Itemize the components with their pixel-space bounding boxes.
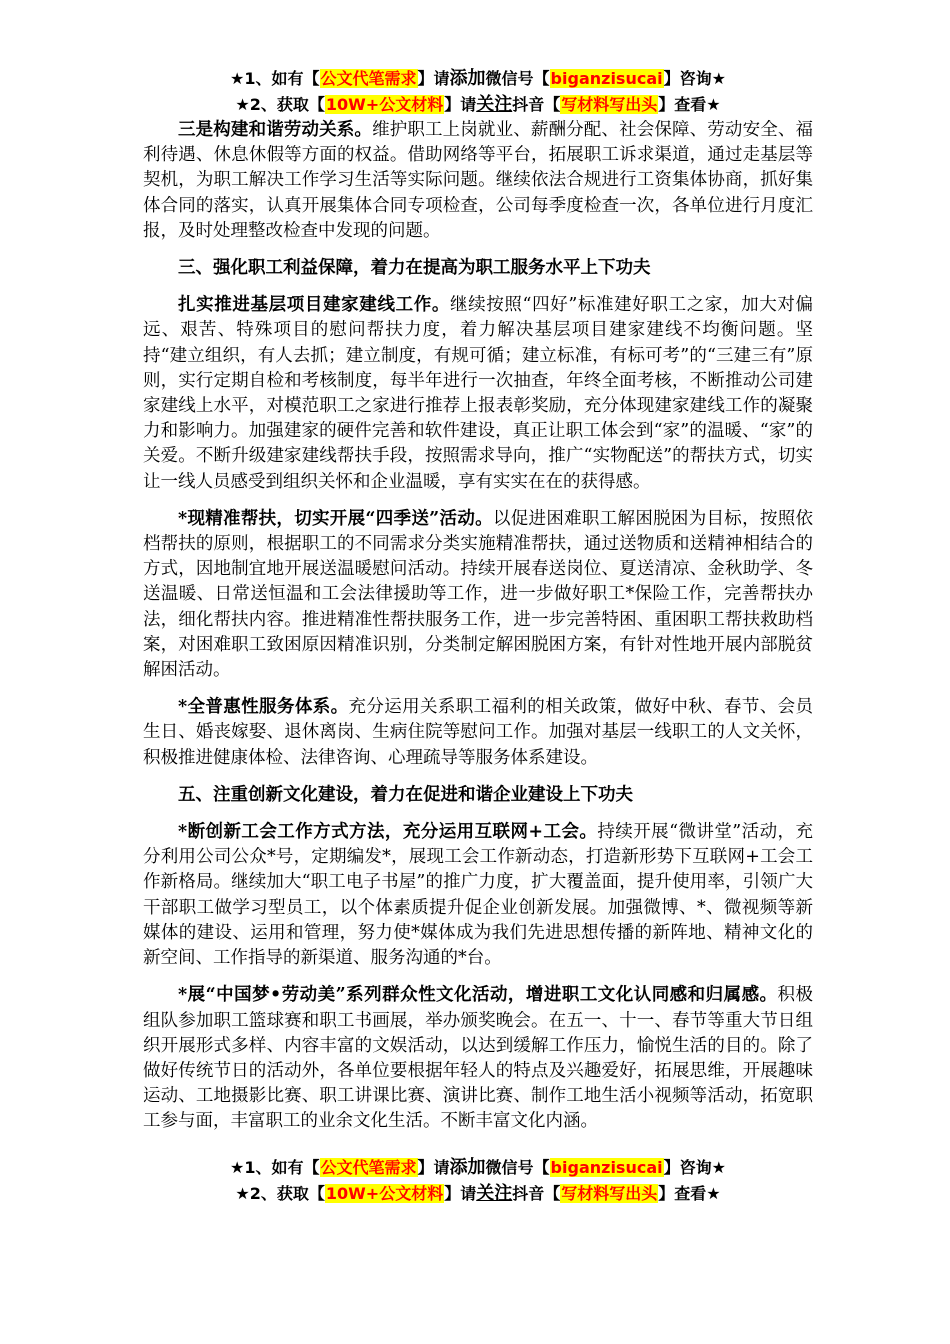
paragraph-home-building: 扎实推进基层项目建家建线工作。继续按照“四好”标准建好职工之家，加大对偏远、艰苦、特殊项目的慰问帮扶力度，着力解决基层项目建家建线不均衡问题。坚持“建立组织，有人去抓；建立制度，有规可循；建立标准，有标可考”的“三建三有”原则，实行定期自检和考核制度，每半年进行一次抽查，年终全面考核，不断推动公司建家建线上水平，对模范职工之家进行推荐上报表彰奖励，充分体现建家建线工作的凝聚力和影响力。加强建家的硬件完善和软件建设，真正让职工体会到“家”的温暖、“家”的关爱。不断升级建家建线帮扶手段，按照需求导向，推广“实物配送”的帮扶方式，切实让一线人员感受到组织关怀和企业温暖，享有实实在在的获得感。	[143, 295, 813, 492]
promo-tag-wechat-id: biganzisucai	[550, 1157, 663, 1177]
paragraph-lead: *现精准帮扶，切实开展“四季送”活动。	[178, 508, 493, 529]
paragraph-inclusive-service: *全普惠性服务体系。充分运用关系职工福利的相关政策，做好中秋、春节、会员生日、婚丧嫁娶、退休离岗、生病住院等慰问工作。加强对基层一线职工的人文关怀，积极推进健康体检、法律咨询、心理疏导等服务体系建设。	[143, 697, 813, 768]
paragraph-precise-assistance: *现精准帮扶，切实开展“四季送”活动。以促进困难职工解困脱困为目标，按照依档帮扶的原则，根据职工的不同需求分类实施精准帮扶，通过送物质和送精神相结合的方式，因地制宜地开展送温暖慰问活动。持续开展春送岗位、夏送清凉、金秋助学、冬送温暖、日常送恒温和工会法律援助等工作，进一步做好职工*保险工作，完善帮扶办法，细化帮扶内容。推进精准性帮扶服务工作，进一步完善特困、重困职工帮扶救助档案，对困难职工致困原因精准识别，分类制定解困脱困方案，有针对性地开展内部脱贫解困活动。	[143, 508, 813, 681]
paragraph-lead: *断创新工会工作方式方法，充分运用互联网+工会。	[178, 822, 598, 843]
promo-line-2: ★2、获取【10W+公文材料】请关注抖音【写材料写出头】查看★	[235, 94, 721, 115]
document-page	[143, 66, 813, 1207]
promo-line-2-bottom: ★2、获取【10W+公文材料】请关注抖音【写材料写出头】查看★	[235, 1182, 721, 1204]
paragraph-cultural-activities: *展“中国梦•劳动美”系列群众性文化活动，增进职工文化认同感和归属感。积极组队参加职工篮球赛和职工书画展，举办颁奖晚会。在五一、十一、春节等重大节日组织开展形式多样、内容丰富的文娱活动，以达到缓解工作压力，愉悦生活的目的。除了做好传统节日的活动外，各单位要根据年轻人的特点及兴趣爱好，拓展思维，开展趣味运动、工地摄影比赛、职工讲课比赛、演讲比赛、制作工地生活小视频等活动，拓宽职工参与面，丰富职工的业余文化生活。不断丰富文化内涵。	[143, 985, 814, 1132]
paragraph-lead: 扎实推进基层项目建家建线工作。	[178, 295, 450, 316]
paragraph-lead: *展“中国梦•劳动美”系列群众性文化活动，增进职工文化认同感和归属感。	[178, 985, 778, 1006]
section-heading-3: 三、强化职工利益保障，着力在提高为职工服务水平上下功夫	[178, 258, 651, 279]
paragraph-labor-relations: 三是构建和谐劳动关系。维护职工上岗就业、薪酬分配、社会保障、劳动安全、福利待遇、休息休假等方面的权益。借助网络等平台，拓展职工诉求渠道，通过走基层等契机，为职工解决工作学习生活等实际问题。继续依法合规进行工资集体协商，抓好集体合同的落实，认真开展集体合同专项检查，公司每季度检查一次，各单位进行月度汇报，及时处理整改检查中发现的问题。	[143, 120, 814, 241]
promo-tag-materials: 10W+公文材料	[325, 95, 444, 114]
promo-tag-writing-service: 公文代笔需求	[320, 1157, 417, 1177]
paragraph-lead: *全普惠性服务体系。	[178, 697, 349, 718]
promo-line-1-bottom: ★1、如有【公文代笔需求】请添加微信号【biganzisucai】咨询★	[230, 1156, 726, 1178]
section-heading-5: 五、注重创新文化建设，着力在促进和谐企业建设上下功夫	[178, 784, 633, 805]
promo-tag-douyin-account: 写材料写出头	[561, 95, 658, 114]
promo-prefix: ★1、如有【	[230, 69, 320, 88]
promo-emphasis: 关注	[476, 94, 513, 115]
paragraph-internet-union: *断创新工会工作方式方法，充分运用互联网+工会。持续开展“微讲堂”活动，充分利用公司公众*号，定期编发*，展现工会工作新动态，打造新形势下互联网+工会工作新格局。继续加大“职工电子书屋”的推广力度，扩大覆盖面，提升使用率，引领广大干部职工做学习型员工，以个体素质提升促企业创新发展。加强微博、*、微视频等新媒体的建设、运用和管理，努力使*媒体成为我们先进思想传播的新阵地、精神文化的新空间、工作指导的新渠道、服务沟通的*台。	[143, 822, 813, 969]
promo-tag-douyin-account: 写材料写出头	[561, 1183, 658, 1203]
promo-tag-wechat-id: biganzisucai	[550, 69, 663, 88]
promo-line-1: ★1、如有【公文代笔需求】请添加微信号【biganzisucai】咨询★	[230, 68, 726, 89]
promo-emphasis: 关注	[476, 1182, 513, 1204]
promo-emphasis: 添加	[449, 1156, 486, 1178]
promo-tag-materials: 10W+公文材料	[325, 1183, 444, 1203]
promo-tag-writing-service: 公文代笔需求	[320, 69, 417, 88]
paragraph-lead: 三是构建和谐劳动关系。	[178, 120, 373, 140]
promo-emphasis: 添加	[449, 68, 486, 89]
